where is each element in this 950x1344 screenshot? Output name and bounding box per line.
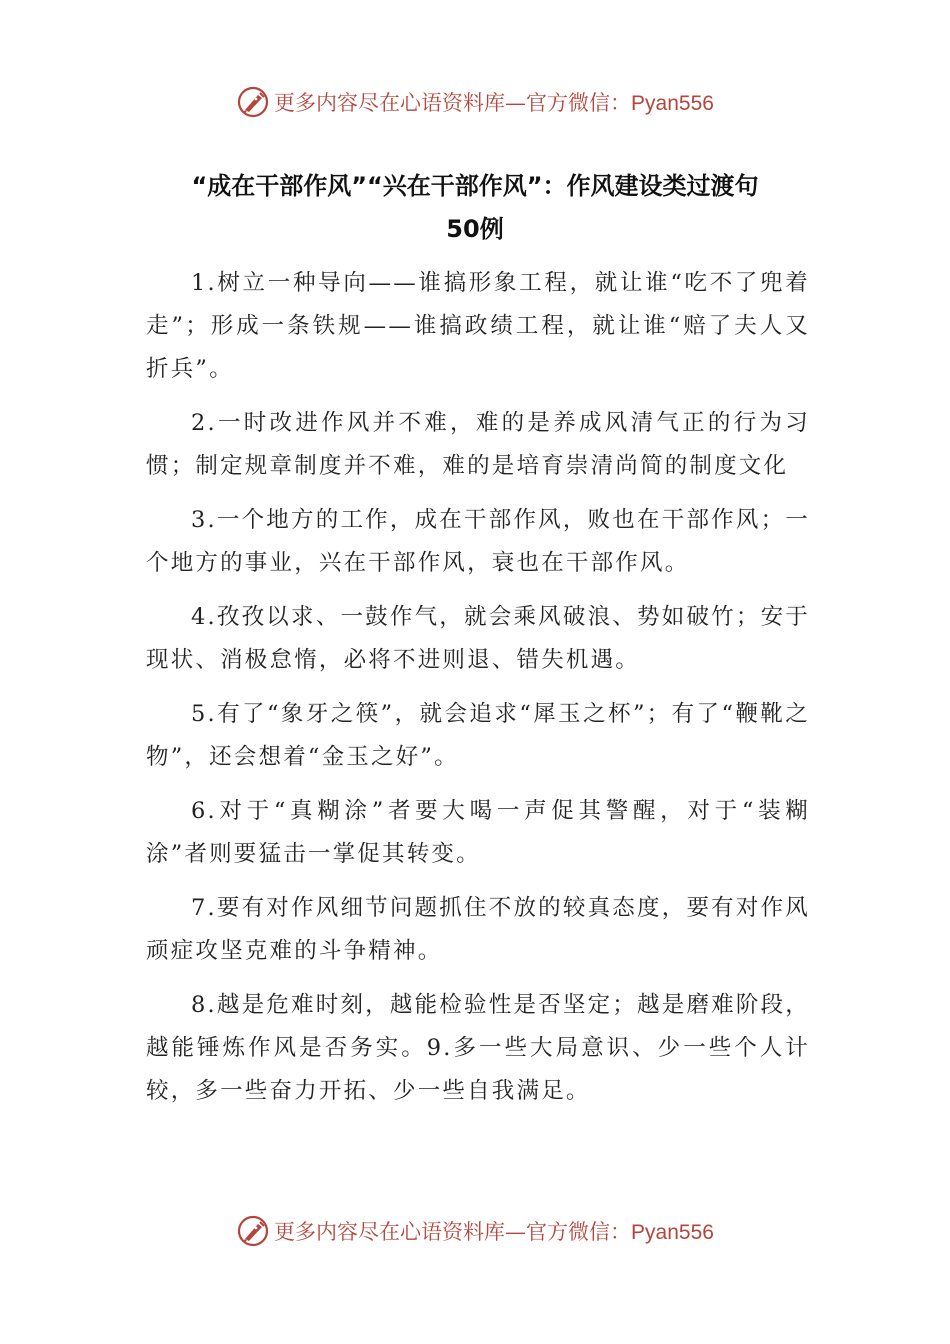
paragraph: 8.越是危难时刻，越能检验性是否坚定；越是磨难阶段，越能锤炼作风是否务实。9.多一些大局意识、少一些个人计较，多一些奋力开拓、少一些自我满足。 [146,992,810,1104]
footer-banner [0,1211,950,1251]
footer-wechat-id: Pyan556 [631,1221,714,1244]
document-body [146,262,810,1124]
header-promo-text: 更多内容尽在心语资料库—官方微信： [274,91,632,115]
header-banner-text [274,87,714,117]
document-title: “成在干部作风”“兴在干部作风”：作风建设类过渡句 [191,172,759,200]
paragraph: 3.一个地方的工作，成在干部作风，败也在干部作风；一个地方的事业，兴在干部作风，衰也在干部作风。 [146,507,810,576]
paragraph: 4.孜孜以求、一鼓作气，就会乘风破浪、势如破竹；安于现状、消极怠惰，必将不进则退、错失机遇。 [146,604,810,673]
document-title-line2: 50例 [446,215,504,243]
pen-nib-logo-icon [236,85,270,119]
paragraph: 5.有了“象牙之筷”，就会追求“犀玉之杯”；有了“鞭靴之物”，还会想着“金玉之好”。 [146,701,810,770]
footer-banner-text [274,1216,714,1246]
pen-nib-logo-icon [236,1214,270,1248]
paragraph: 2.一时改进作风并不难，难的是养成风清气正的行为习惯；制定规章制度并不难，难的是培育崇清尚简的制度文化 [146,410,810,479]
header-banner [0,82,950,122]
header-wechat-id: Pyan556 [631,92,714,115]
paragraph: 7.要有对作风细节问题抓住不放的较真态度，要有对作风顽症攻坚克难的斗争精神。 [146,895,810,964]
paragraph: 6.对于“真糊涂”者要大喝一声促其警醒，对于“装糊涂”者则要猛击一掌促其转变。 [146,798,810,867]
paragraph: 1.树立一种导向——谁搞形象工程，就让谁“吃不了兜着走”；形成一条铁规——谁搞政绩工程，就让谁“赔了夫人又折兵”。 [146,270,810,382]
footer-promo-text: 更多内容尽在心语资料库—官方微信： [274,1220,632,1244]
